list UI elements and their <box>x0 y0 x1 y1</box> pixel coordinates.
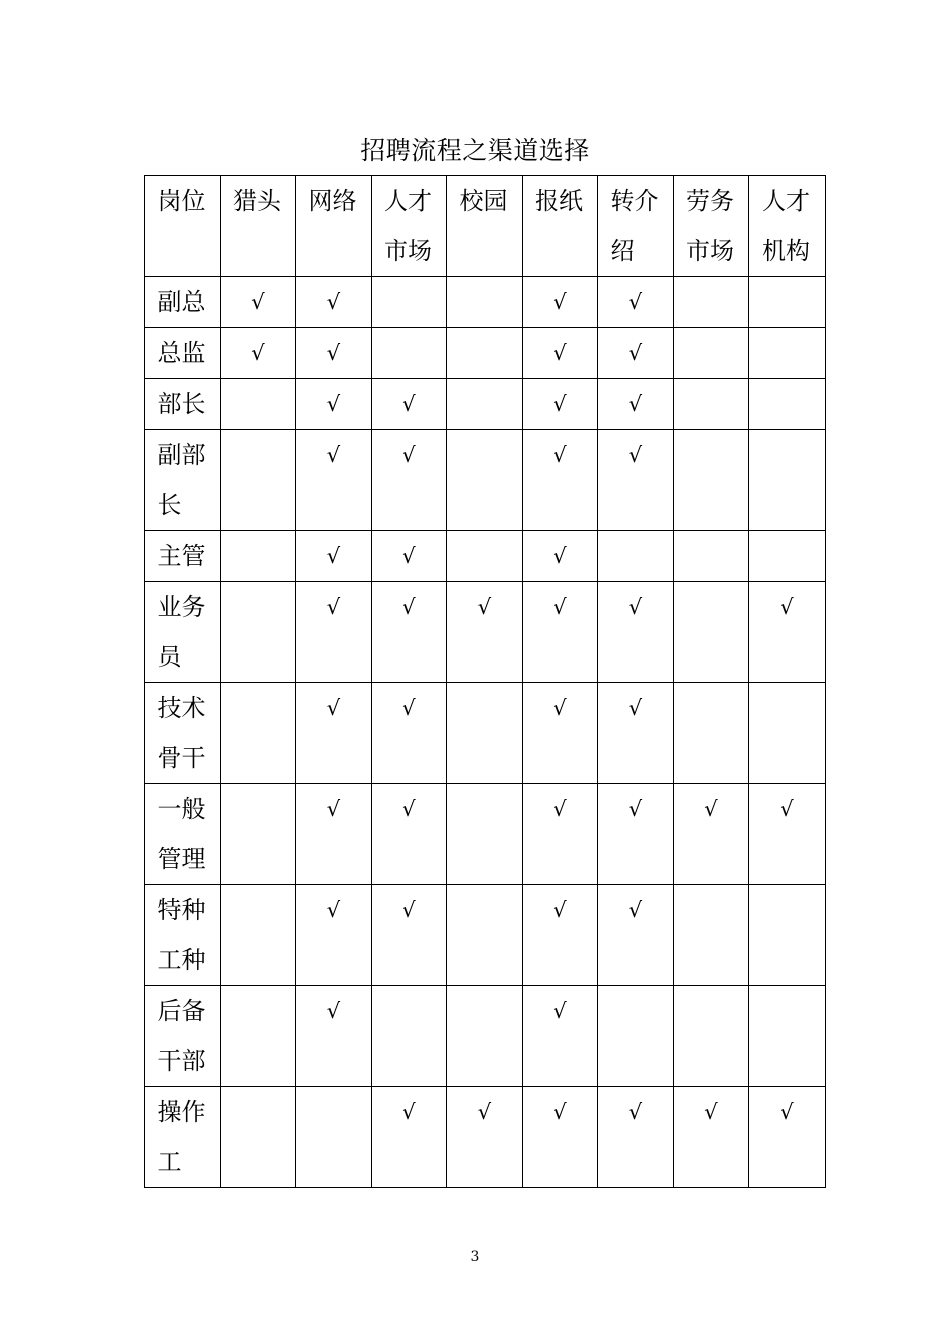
channel-cell <box>598 582 674 683</box>
check-mark-icon: √ <box>553 544 567 568</box>
page-title: 招聘流程之渠道选择 <box>360 136 590 165</box>
channel-cell <box>674 328 749 379</box>
check-mark-icon: √ <box>402 797 416 821</box>
check-mark-icon: √ <box>477 595 492 619</box>
channel-cell <box>372 531 447 582</box>
check-mark-icon: √ <box>628 797 643 821</box>
channel-cell <box>598 379 674 430</box>
position-cell <box>145 328 221 379</box>
channel-cell <box>296 430 372 531</box>
channel-cell <box>598 531 674 582</box>
channel-cell <box>523 986 598 1087</box>
check-mark-icon: √ <box>628 341 643 365</box>
channel-cell <box>523 885 598 986</box>
position-label: 副总 <box>157 288 206 316</box>
channel-cell <box>674 379 749 430</box>
column-header-label: 报纸 <box>535 187 583 215</box>
check-mark-icon: √ <box>780 595 794 619</box>
position-label: 副部长 <box>157 441 206 519</box>
channel-cell <box>674 986 749 1087</box>
table-row <box>145 885 826 986</box>
check-mark-icon: √ <box>553 898 567 922</box>
channel-cell <box>598 885 674 986</box>
check-mark-icon: √ <box>628 898 643 922</box>
channel-cell <box>598 277 674 328</box>
table-row <box>145 430 826 531</box>
column-header <box>749 176 826 277</box>
channel-cell <box>372 885 447 986</box>
check-mark-icon: √ <box>628 290 643 314</box>
table-row <box>145 683 826 784</box>
channel-cell <box>372 1087 447 1188</box>
check-mark-icon: √ <box>704 797 718 821</box>
channel-cell <box>598 1087 674 1188</box>
table-row <box>145 582 826 683</box>
position-label: 特种工种 <box>157 896 206 974</box>
channel-cell <box>523 277 598 328</box>
channel-cell <box>674 885 749 986</box>
check-mark-icon: √ <box>326 898 341 922</box>
table-row <box>145 784 826 885</box>
column-header-label: 猎头 <box>233 187 281 215</box>
check-mark-icon: √ <box>402 392 416 416</box>
channel-cell <box>296 683 372 784</box>
check-mark-icon: √ <box>628 443 643 467</box>
column-header <box>598 176 674 277</box>
position-cell <box>145 784 221 885</box>
check-mark-icon: √ <box>780 1100 794 1124</box>
column-header-label: 劳务市场 <box>686 187 734 265</box>
channel-cell <box>296 328 372 379</box>
channel-cell <box>447 328 523 379</box>
check-mark-icon: √ <box>553 696 567 720</box>
channel-cell <box>523 328 598 379</box>
column-header-label: 人才市场 <box>384 187 432 265</box>
channel-cell <box>674 683 749 784</box>
check-mark-icon: √ <box>553 341 567 365</box>
channel-cell <box>447 277 523 328</box>
column-header-label: 网络 <box>308 187 357 215</box>
check-mark-icon: √ <box>402 595 416 619</box>
check-mark-icon: √ <box>628 392 643 416</box>
channel-cell <box>447 1087 523 1188</box>
table-row <box>145 531 826 582</box>
channel-cell <box>674 1087 749 1188</box>
position-label: 业务员 <box>157 593 206 671</box>
check-mark-icon: √ <box>402 1100 416 1124</box>
check-mark-icon: √ <box>326 797 341 821</box>
position-label: 技术骨干 <box>157 694 206 772</box>
column-header <box>221 176 296 277</box>
channel-cell <box>674 430 749 531</box>
channel-cell <box>598 784 674 885</box>
check-mark-icon: √ <box>553 1100 567 1124</box>
channel-cell <box>221 582 296 683</box>
page-number: 3 <box>470 1249 480 1265</box>
channel-cell <box>221 531 296 582</box>
channel-cell <box>296 379 372 430</box>
channel-cell <box>749 328 826 379</box>
channel-cell <box>749 531 826 582</box>
channel-cell <box>523 683 598 784</box>
channel-cell <box>221 430 296 531</box>
check-mark-icon: √ <box>553 392 567 416</box>
channel-cell <box>749 784 826 885</box>
table-row <box>145 328 826 379</box>
channel-cell <box>296 582 372 683</box>
table-row <box>145 986 826 1087</box>
channel-cell <box>447 430 523 531</box>
channel-cell <box>296 784 372 885</box>
check-mark-icon: √ <box>326 544 341 568</box>
channel-cell <box>221 379 296 430</box>
check-mark-icon: √ <box>251 341 265 365</box>
column-header <box>296 176 372 277</box>
position-cell <box>145 986 221 1087</box>
channel-cell <box>296 277 372 328</box>
channel-cell <box>749 430 826 531</box>
position-cell <box>145 277 221 328</box>
column-header <box>145 176 221 277</box>
check-mark-icon: √ <box>402 544 416 568</box>
channel-cell <box>221 277 296 328</box>
check-mark-icon: √ <box>326 341 341 365</box>
channel-cell <box>296 986 372 1087</box>
channel-cell <box>372 582 447 683</box>
table-row <box>145 1087 826 1188</box>
check-mark-icon: √ <box>402 696 416 720</box>
channel-cell <box>221 885 296 986</box>
channel-cell <box>221 328 296 379</box>
channel-cell <box>598 430 674 531</box>
check-mark-icon: √ <box>553 595 567 619</box>
column-header <box>372 176 447 277</box>
position-cell <box>145 430 221 531</box>
column-header <box>523 176 598 277</box>
check-mark-icon: √ <box>553 999 567 1023</box>
channel-cell <box>447 784 523 885</box>
channel-cell <box>372 328 447 379</box>
channel-cell <box>372 683 447 784</box>
channel-cell <box>523 1087 598 1188</box>
channel-cell <box>749 1087 826 1188</box>
channel-cell <box>221 986 296 1087</box>
channel-cell <box>523 784 598 885</box>
channel-cell <box>674 531 749 582</box>
table-row <box>145 379 826 430</box>
position-label: 一般管理 <box>157 795 206 873</box>
channel-cell <box>598 328 674 379</box>
column-header <box>674 176 749 277</box>
channel-cell <box>372 986 447 1087</box>
channel-cell <box>523 531 598 582</box>
check-mark-icon: √ <box>780 797 794 821</box>
check-mark-icon: √ <box>553 443 567 467</box>
position-cell <box>145 531 221 582</box>
channel-cell <box>372 277 447 328</box>
check-mark-icon: √ <box>402 443 416 467</box>
check-mark-icon: √ <box>251 290 265 314</box>
check-mark-icon: √ <box>326 392 341 416</box>
recruitment-channel-table <box>144 175 826 1188</box>
channel-cell <box>221 1087 296 1188</box>
channel-cell <box>296 1087 372 1188</box>
check-mark-icon: √ <box>326 696 341 720</box>
check-mark-icon: √ <box>628 595 643 619</box>
channel-cell <box>296 531 372 582</box>
check-mark-icon: √ <box>628 1100 643 1124</box>
channel-cell <box>749 582 826 683</box>
channel-cell <box>221 784 296 885</box>
channel-cell <box>372 784 447 885</box>
channel-cell <box>447 885 523 986</box>
channel-cell <box>523 430 598 531</box>
check-mark-icon: √ <box>704 1100 718 1124</box>
position-label: 部长 <box>157 390 206 418</box>
channel-cell <box>447 683 523 784</box>
position-cell <box>145 379 221 430</box>
channel-cell <box>221 683 296 784</box>
column-header-label: 人才机构 <box>762 187 810 265</box>
channel-cell <box>674 784 749 885</box>
check-mark-icon: √ <box>326 290 341 314</box>
position-cell <box>145 885 221 986</box>
channel-cell <box>749 277 826 328</box>
position-cell <box>145 683 221 784</box>
channel-cell <box>447 986 523 1087</box>
header-row <box>145 176 826 277</box>
check-mark-icon: √ <box>628 696 643 720</box>
check-mark-icon: √ <box>326 443 341 467</box>
channel-cell <box>447 582 523 683</box>
channel-cell <box>447 531 523 582</box>
position-cell <box>145 582 221 683</box>
column-header <box>447 176 523 277</box>
position-cell <box>145 1087 221 1188</box>
column-header-label: 岗位 <box>157 187 206 215</box>
channel-cell <box>749 986 826 1087</box>
check-mark-icon: √ <box>553 290 567 314</box>
check-mark-icon: √ <box>402 898 416 922</box>
column-header-label: 校园 <box>459 187 508 215</box>
channel-cell <box>674 582 749 683</box>
check-mark-icon: √ <box>326 999 341 1023</box>
position-label: 后备干部 <box>157 997 206 1075</box>
channel-cell <box>372 379 447 430</box>
channel-cell <box>372 430 447 531</box>
check-mark-icon: √ <box>477 1100 492 1124</box>
channel-cell <box>598 986 674 1087</box>
channel-cell <box>749 683 826 784</box>
channel-cell <box>523 379 598 430</box>
check-mark-icon: √ <box>326 595 341 619</box>
position-label: 主管 <box>157 542 206 570</box>
channel-cell <box>523 582 598 683</box>
channel-cell <box>296 885 372 986</box>
channel-cell <box>447 379 523 430</box>
channel-cell <box>598 683 674 784</box>
channel-cell <box>674 277 749 328</box>
position-label: 操作工 <box>157 1098 206 1176</box>
check-mark-icon: √ <box>553 797 567 821</box>
table-row <box>145 277 826 328</box>
column-header-label: 转介绍 <box>610 187 659 265</box>
channel-cell <box>749 885 826 986</box>
channel-cell <box>749 379 826 430</box>
position-label: 总监 <box>157 339 206 367</box>
